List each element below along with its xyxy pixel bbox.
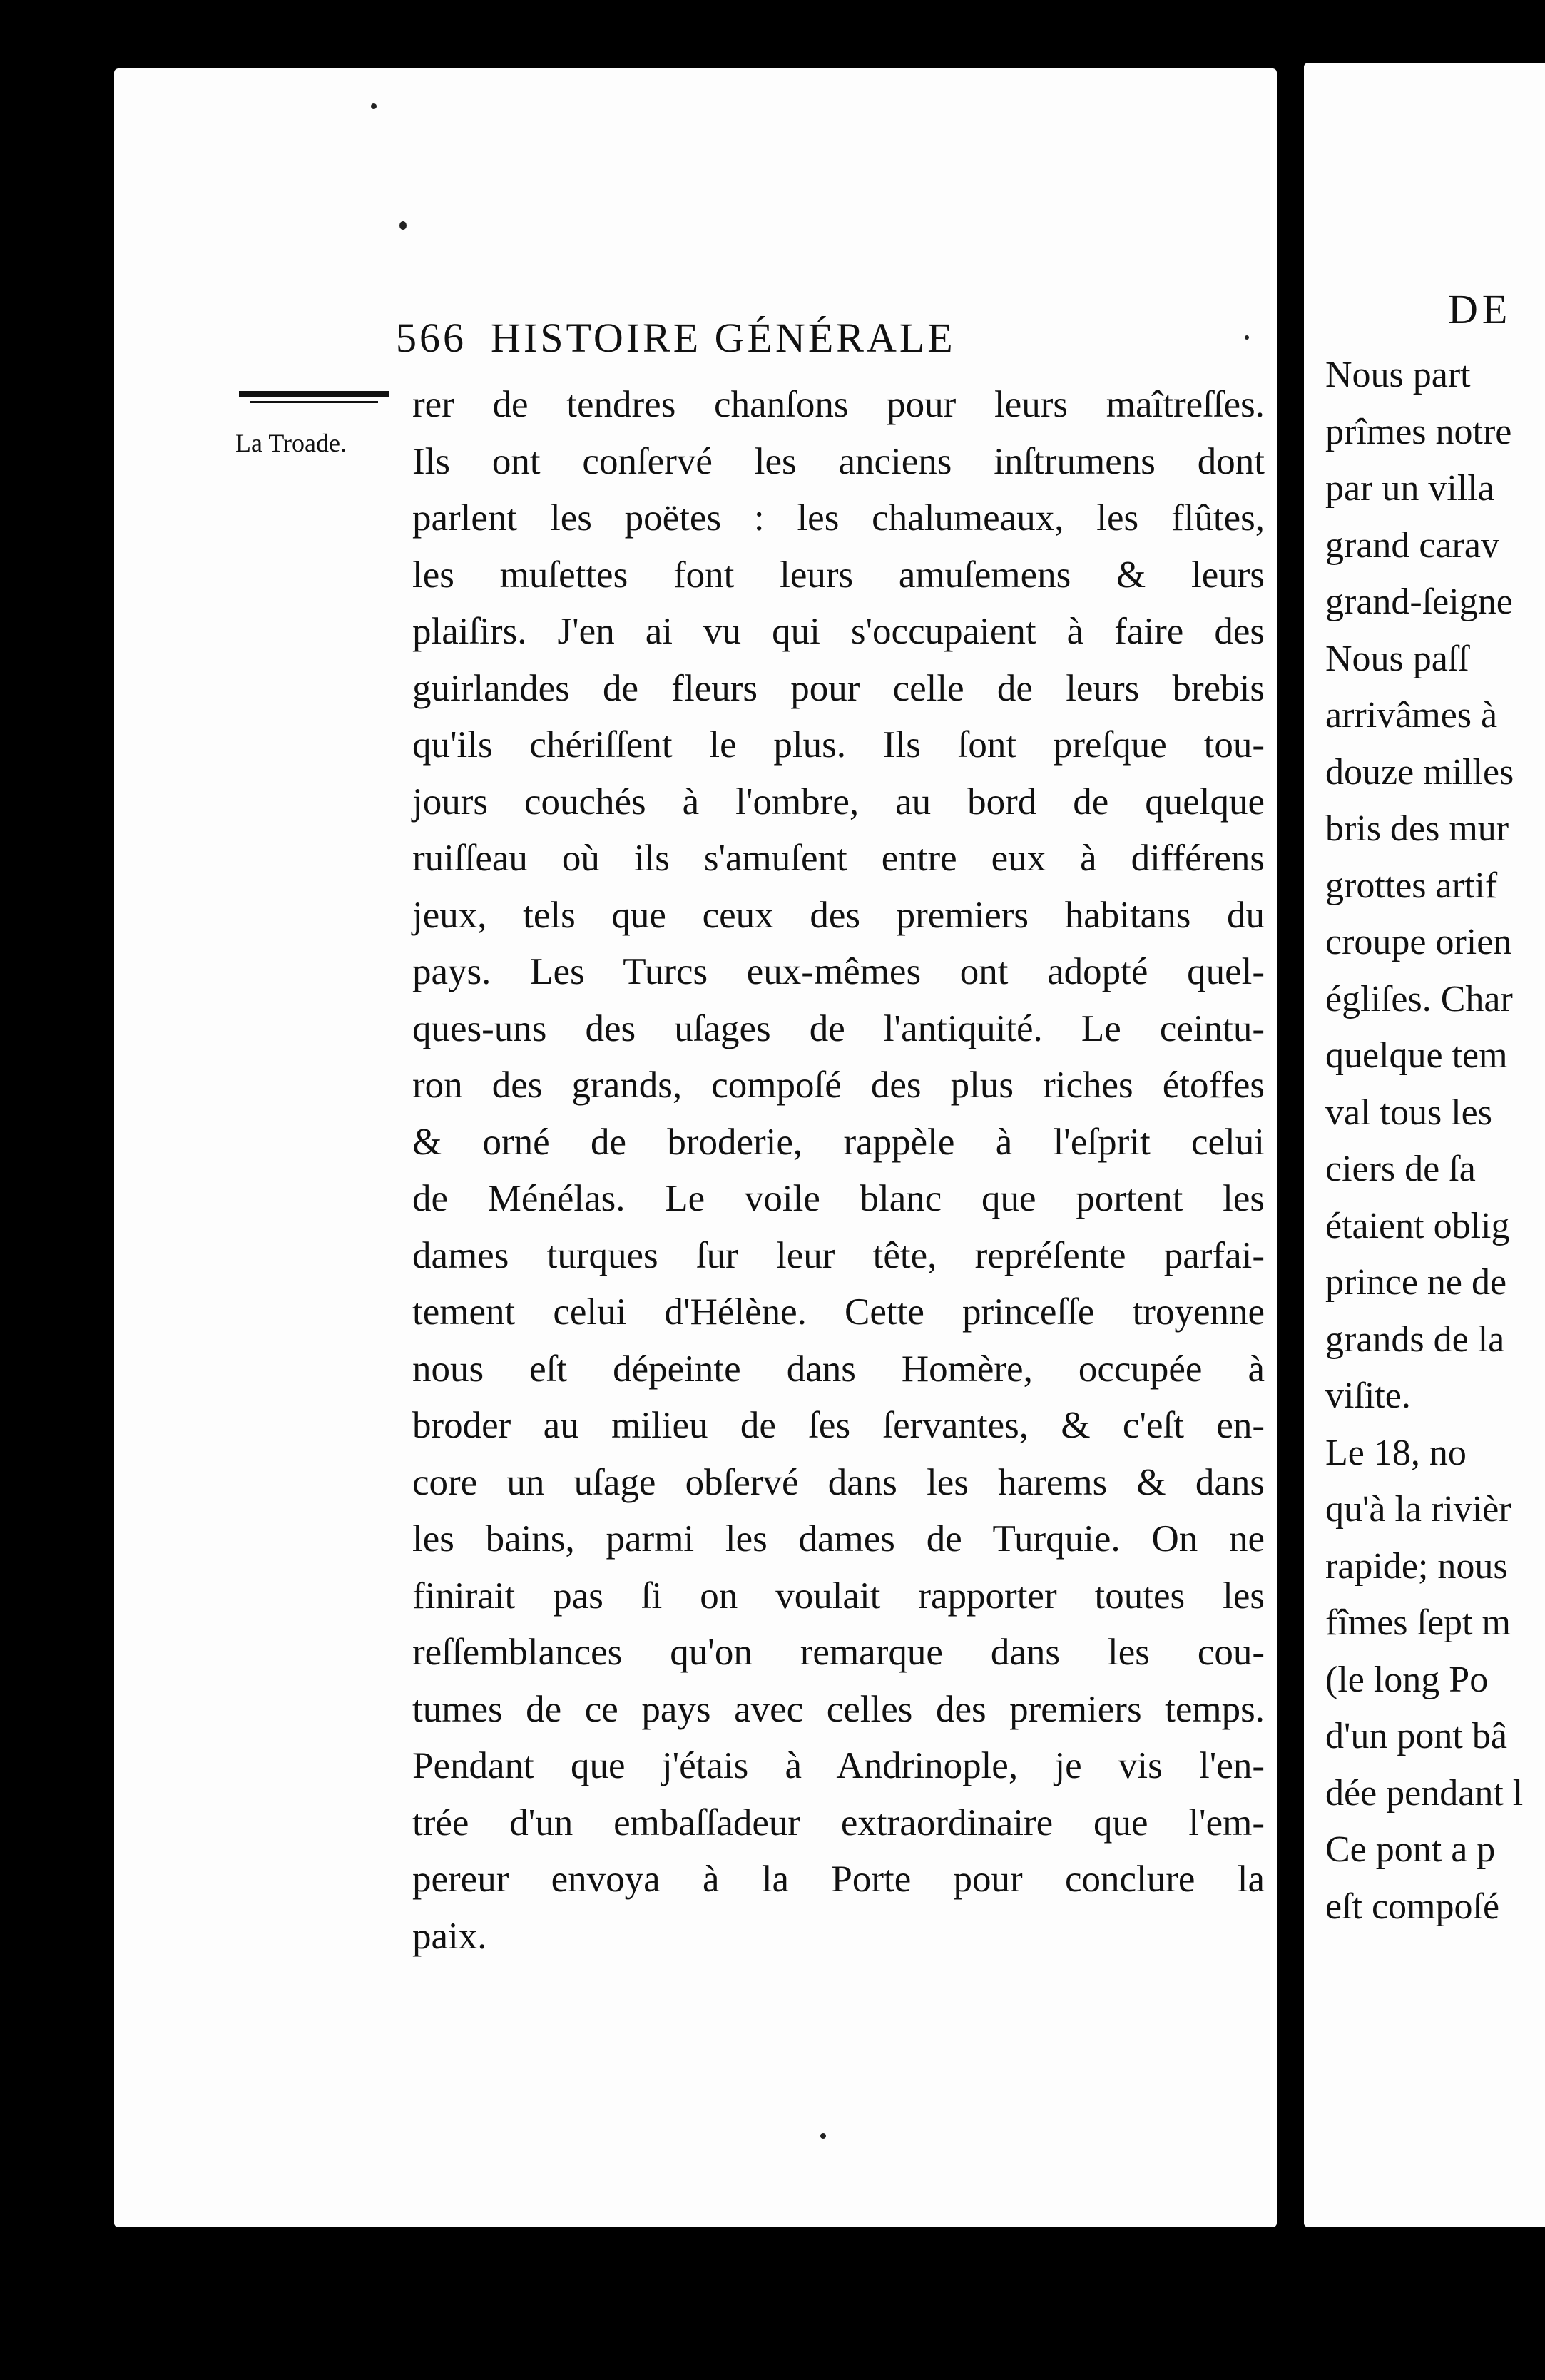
text-line: pereur envoya à la Porte pour conclure la (412, 1858, 1265, 1900)
right-text-line: dée pendant l (1325, 1772, 1524, 1814)
right-text-line: grottes artif (1325, 865, 1498, 906)
right-text-line: ciers de ſa (1325, 1149, 1476, 1189)
text-line: ron des grands, compoſé des plus riches étoffes (412, 1064, 1265, 1106)
text-line: jours couchés à l'ombre, au bord de quelque (412, 780, 1265, 823)
right-text-line: étaient oblig (1325, 1205, 1510, 1246)
right-text-line: grands de la (1325, 1318, 1505, 1360)
right-text-line: prince ne de (1325, 1262, 1507, 1303)
right-text-line: qu'à la rivièr (1325, 1489, 1511, 1530)
right-text-line: fîmes ſept m (1325, 1602, 1511, 1643)
text-line: & orné de broderie, rappèle à l'eſprit celui (412, 1121, 1265, 1163)
right-text-line: croupe orien (1325, 922, 1512, 962)
text-line: ques-uns des uſages de l'antiquité. Le ceintu- (412, 1007, 1265, 1049)
right-text-line: rapide; nous (1325, 1545, 1508, 1587)
right-text-line: grand-ſeigne (1325, 581, 1513, 622)
text-line: reſſemblances qu'on remarque dans les cou- (412, 1632, 1265, 1673)
body-text (412, 377, 1265, 1965)
right-running-head: DE (1448, 286, 1512, 332)
right-text-line: d'un pont bâ (1325, 1716, 1507, 1756)
right-text-line: grand carav (1325, 524, 1499, 566)
right-text-line: bris des mur (1325, 808, 1509, 849)
running-head (396, 314, 956, 362)
text-line: ruiſſeau où ils s'amuſent entre eux à différens (412, 838, 1265, 879)
right-text-line: val tous les (1325, 1092, 1492, 1133)
text-line: dames turques ſur leur tête, repréſente parfai- (412, 1234, 1265, 1276)
page-number: 566 (396, 315, 466, 361)
scan-speck (371, 103, 377, 109)
text-line: les muſettes font leurs amuſemens & leurs (412, 554, 1265, 596)
text-line: parlent les poëtes : les chalumeaux, les flûtes, (412, 497, 1265, 539)
text-line: paix. (412, 1915, 487, 1957)
text-line: rer de tendres chanſons pour leurs maîtreſſes. (412, 384, 1265, 425)
text-line: qu'ils chériſſent le plus. Ils ſont preſque tou- (412, 724, 1265, 766)
right-text-line: viſite. (1325, 1375, 1411, 1416)
margin-rule-thin (250, 401, 378, 403)
text-line: guirlandes de fleurs pour celle de leurs brebis (412, 667, 1265, 709)
text-line: de Ménélas. Le voile blanc que portent les (412, 1178, 1265, 1219)
right-text-line: eſt compoſé (1325, 1886, 1500, 1927)
text-line: trée d'un embaſſadeur extraordinaire que l'em- (412, 1801, 1265, 1844)
scan-speck (399, 221, 407, 230)
text-line: tumes de ce pays avec celles des premiers temps. (412, 1688, 1265, 1730)
right-text-line: Ce pont a p (1325, 1829, 1496, 1870)
right-text-line: douze milles (1325, 751, 1514, 793)
text-line: tement celui d'Hélène. Cette princeſſe troyenne (412, 1291, 1265, 1333)
right-page-text (1325, 347, 1545, 1935)
text-line: core un uſage obſervé dans les harems & dans (412, 1461, 1265, 1503)
text-line: Pendant que j'étais à Andrinople, je vis l'en- (412, 1745, 1265, 1786)
text-line: pays. Les Turcs eux-mêmes ont adopté quel- (412, 951, 1265, 992)
text-line: les bains, parmi les dames de Turquie. On ne (412, 1518, 1265, 1560)
margin-rule (239, 391, 389, 397)
right-text-line: Le 18, no (1325, 1432, 1467, 1473)
right-text-line: prîmes notre (1325, 411, 1512, 452)
running-head-title: HISTOIRE GÉNÉRALE (491, 315, 956, 361)
margin-note: La Troade. (235, 429, 347, 457)
scan-speck (1245, 335, 1249, 340)
text-line: Ils ont conſervé les anciens inſtrumens dont (412, 440, 1265, 482)
text-line: plaiſirs. J'en ai vu qui s'occupaient à faire des (412, 611, 1265, 652)
text-line: broder au milieu de ſes ſervantes, & c'eſt en- (412, 1405, 1265, 1446)
text-line: nous eſt dépeinte dans Homère, occupée à (412, 1348, 1265, 1390)
right-text-line: égliſes. Char (1325, 978, 1513, 1019)
text-line: finirait pas ſi on voulait rapporter toutes les (412, 1575, 1265, 1617)
right-text-line: quelque tem (1325, 1035, 1508, 1076)
right-text-line: par un villa (1325, 468, 1494, 509)
right-text-line: Nous paſſ (1325, 638, 1469, 679)
scan-speck (820, 2133, 826, 2139)
right-text-line: arrivâmes à (1325, 695, 1498, 736)
text-line: jeux, tels que ceux des premiers habitans du (412, 894, 1265, 936)
right-text-line: Nous part (1325, 355, 1471, 395)
right-text-line: (le long Po (1325, 1659, 1489, 1700)
